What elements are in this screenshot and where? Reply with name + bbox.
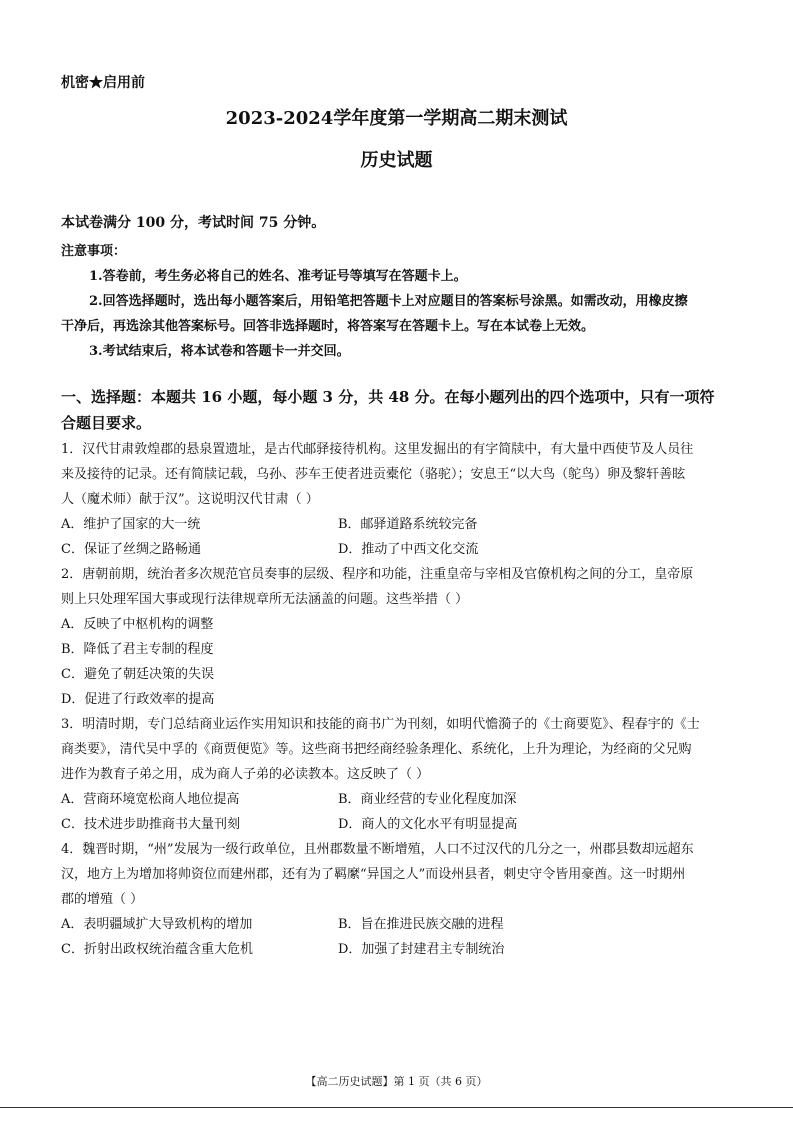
question-3-option-a: A．营商环境宽松商人地位提高: [61, 792, 240, 807]
question-1-stem: 1．汉代甘肃敦煌郡的悬泉置遗址，是古代邮驿接待机构。这里发掘出的有字简牍中，有大量中西使节及人员往: [61, 442, 694, 457]
question-3-stem: 进作为教育子弟之用，成为商人子弟的必读教本。这反映了（ ）: [61, 767, 430, 782]
question-2-option-c: C．避免了朝廷决策的失误: [61, 667, 214, 682]
question-1-option-d: D．推动了中西文化交流: [338, 542, 479, 557]
subject-title: 历史试题: [360, 150, 433, 171]
question-1-stem: 来及接待的记录。还有简牍记载，乌孙、莎车王使者进贡橐佗（骆驼）；安息王“以大鸟（鸵鸟）卵及黎轩善眩: [61, 467, 686, 482]
exam-info: 本试卷满分 100 分，考试时间 75 分钟。: [61, 215, 326, 231]
question-1-option-b: B．邮驿道路系统较完备: [338, 517, 478, 532]
notice-rule-2: 2.回答选择题时，选出每小题答案后，用铅笔把答题卡上对应题目的答案标号涂黑。如需改动，用橡皮擦: [89, 294, 688, 309]
question-3-stem: 商类要》，清代吴中孚的《商贾便览》等。这些商书把经商经验条理化、系统化，上升为理论，为经商的父兄购: [61, 742, 692, 757]
notice-rule-2-cont: 干净后，再选涂其他答案标号。回答非选择题时，将答案写在答题卡上。写在本试卷上无效。: [61, 319, 595, 334]
question-4-option-b: B．旨在推进民族交融的进程: [338, 917, 504, 932]
question-4-option-a: A．表明疆域扩大导致机构的增加: [61, 917, 253, 932]
question-2-option-d: D．促进了行政效率的提高: [61, 692, 215, 707]
question-3-option-c: C．技术进步助推商书大量刊刻: [61, 817, 240, 832]
question-2-option-a: A．反映了中枢机构的调整: [61, 617, 214, 632]
question-1-option-a: A．维护了国家的大一统: [61, 517, 201, 532]
question-3-option-d: D．商人的文化水平有明显提高: [338, 817, 518, 832]
question-4-stem: 郡的增殖（ ）: [61, 892, 144, 907]
confidential-label: 机密★启用前: [61, 75, 145, 91]
question-4-stem: 汉，地方上为增加将帅资位而建州郡，还有为了羁縻“异国之人”而设州县者，刺史守令皆用豪酋。这一时期州: [61, 867, 686, 882]
question-3-stem: 3．明清时期，专门总结商业运作实用知识和技能的商书广为刊刻，如明代憺漪子的《士商要览》、程春宇的《士: [61, 717, 700, 732]
page-footer: 【高二历史试题】第 1 页（共 6 页）: [305, 1075, 488, 1088]
question-2-stem: 则上只处理军国大事或现行法律规章所无法涵盖的问题。这些举措（ ）: [61, 592, 469, 607]
section-heading: 一、选择题：本题共 16 小题，每小题 3 分，共 48 分。在每小题列出的四个选项中，只有一项符: [61, 388, 715, 406]
notice-rule-3: 3.考试结束后，将本试卷和答题卡一并交回。: [89, 344, 350, 359]
question-4-option-d: D．加强了封建君主专制统治: [338, 942, 505, 957]
question-3-option-b: B．商业经营的专业化程度加深: [338, 792, 517, 807]
section-heading-cont: 合题目要求。: [61, 414, 152, 432]
exam-title: 2023-2024学年度第一学期高二期末测试: [225, 108, 568, 129]
question-2-option-b: B．降低了君主专制的程度: [61, 642, 214, 657]
question-1-stem: 人（魔术师）献于汉”。这说明汉代甘肃（ ）: [61, 492, 319, 507]
footer-divider: [0, 1107, 793, 1108]
notice-rule-1: 1.答卷前，考生务必将自己的姓名、准考证号等填写在答题卡上。: [89, 269, 467, 284]
question-2-stem: 2．唐朝前期，统治者多次规范官员奏事的层级、程序和功能，注重皇帝与宰相及官僚机构之间的分工，皇帝原: [61, 567, 694, 582]
question-4-stem: 4．魏晋时期，“州”发展为一级行政单位，且州郡数量不断增殖，人口不过汉代的几分之一，州郡县数却远超东: [61, 842, 694, 857]
notice-label: 注意事项：: [61, 244, 127, 259]
question-1-option-c: C．保证了丝绸之路畅通: [61, 542, 201, 557]
question-4-option-c: C．折射出政权统治蕴含重大危机: [61, 942, 253, 957]
